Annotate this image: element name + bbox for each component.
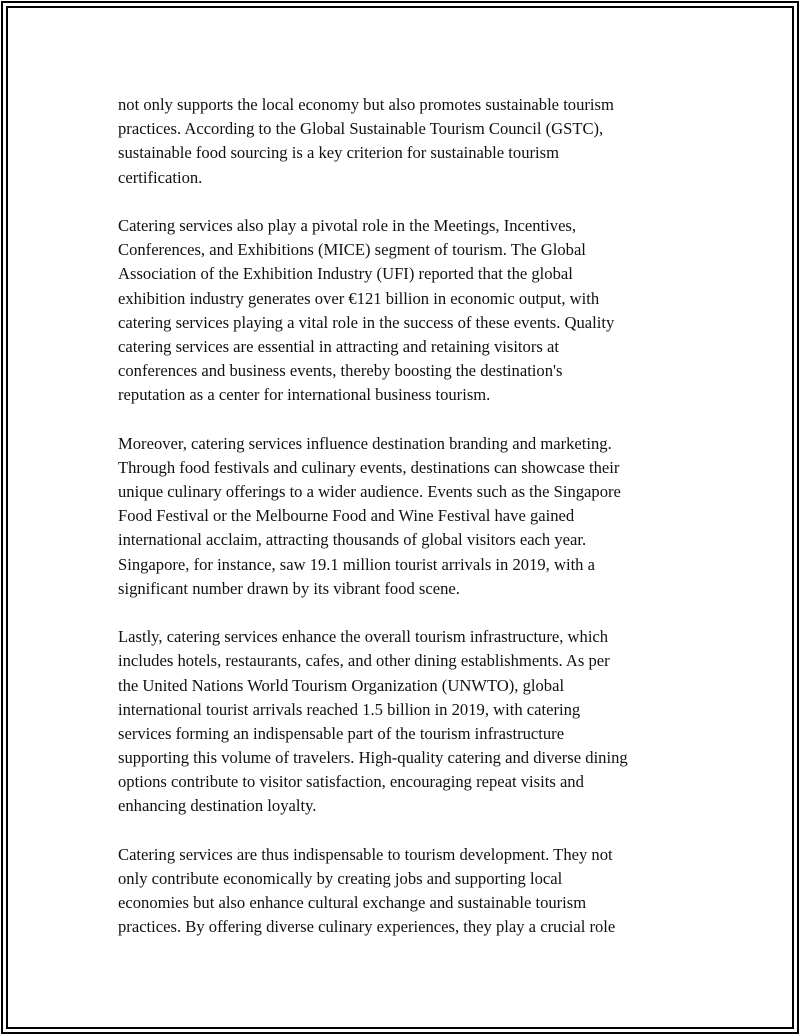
- text-line: international acclaim, attracting thousands of global visitors each year.: [118, 530, 587, 550]
- text-line: the United Nations World Tourism Organization (UNWTO), global: [118, 675, 565, 695]
- text-line: reputation as a center for international business tourism.: [118, 385, 491, 405]
- text-line: Singapore, for instance, saw 19.1 million tourist arrivals in 2019, with a: [118, 554, 595, 574]
- text-line: Conferences, and Exhibitions (MICE) segment of tourism. The Global: [118, 240, 586, 260]
- text-line: exhibition industry generates over €121 billion in economic output, with: [118, 288, 600, 308]
- text-line: practices. According to the Global Sustainable Tourism Council (GSTC),: [118, 119, 604, 139]
- text-line: enhancing destination loyalty.: [118, 796, 317, 816]
- text-line: unique culinary offerings to a wider audience. Events such as the Singapore: [118, 482, 621, 501]
- text-line: Lastly, catering services enhance the overall tourism infrastructure, which: [118, 627, 609, 647]
- text-line: catering services are essential in attracting and retaining visitors at: [118, 336, 559, 356]
- text-line: supporting this volume of travelers. High-quality catering and diverse dining: [118, 748, 628, 768]
- text-line: economies but also enhance cultural exchange and sustainable tourism: [118, 893, 587, 913]
- document-body: [118, 93, 693, 964]
- text-line: Catering services also play a pivotal role in the Meetings, Incentives,: [118, 215, 577, 235]
- text-line: only contribute economically by creating jobs and supporting local: [118, 869, 563, 888]
- text-line: conferences and business events, thereby boosting the destination's: [118, 361, 563, 381]
- paragraph-branding: [118, 432, 693, 601]
- text-line: practices. By offering diverse culinary experiences, they play a crucial role: [118, 917, 616, 937]
- text-line: includes hotels, restaurants, cafes, and other dining establishments. As per: [118, 651, 610, 671]
- text-line: services forming an indispensable part of the tourism infrastructure: [118, 723, 565, 743]
- paragraph-sustainable-sourcing: [118, 93, 693, 190]
- text-line: Food Festival or the Melbourne Food and Wine Festival have gained: [118, 506, 575, 526]
- text-line: Catering services are thus indispensable to tourism development. They not: [118, 844, 613, 864]
- text-line: Association of the Exhibition Industry (UFI) reported that the global: [118, 264, 573, 284]
- text-line: significant number drawn by its vibrant food scene.: [118, 578, 460, 598]
- text-line: sustainable food sourcing is a key criterion for sustainable tourism: [118, 143, 560, 163]
- text-line: Moreover, catering services influence destination branding and marketing.: [118, 433, 612, 453]
- paragraph-conclusion: [118, 843, 693, 940]
- text-line: not only supports the local economy but also promotes sustainable tourism: [118, 95, 614, 114]
- text-line: certification.: [118, 167, 203, 187]
- paragraph-infrastructure: [118, 625, 693, 819]
- paragraph-mice: [118, 214, 693, 408]
- text-line: catering services playing a vital role in the success of these events. Quality: [118, 312, 615, 332]
- text-line: options contribute to visitor satisfaction, encouraging repeat visits and: [118, 772, 584, 792]
- text-line: Through food festivals and culinary events, destinations can showcase their: [118, 457, 620, 477]
- text-line: international tourist arrivals reached 1.5 billion in 2019, with catering: [118, 699, 581, 719]
